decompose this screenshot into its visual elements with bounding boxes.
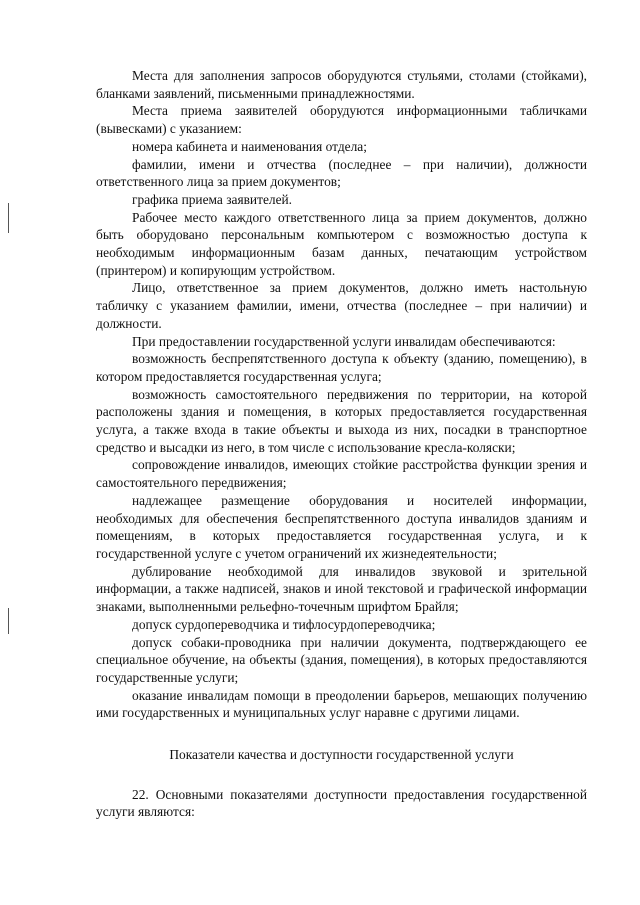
list-item-office-number: номера кабинета и наименования отдела; [132, 138, 367, 154]
list-item-unobstructed-access: возможность беспрепятственного доступа к объекту (зданию, помещению), в котором предоставляется государственная услуга; [96, 351, 587, 384]
list-item-barrier-assistance: оказание инвалидам помощи в преодолении барьеров, мешающих получению ими государственных и муниципальных услуг наравне с другими лицами. [96, 687, 587, 721]
list-item-escort: сопровождение инвалидов, имеющих стойкие расстройства функции зрения и самостоятельного передвижения; [96, 457, 587, 491]
list-item-sign-interpreter: допуск сурдопереводчика и тифлосурдопереводчика; [132, 616, 436, 632]
document-body [96, 67, 587, 821]
paragraph-name-plate: Лицо, ответственное за прием документов, должно иметь настольную табличку с указанием фамилии, имени, отчества (последнее – при наличии) и должности. [96, 280, 587, 331]
section-heading: Показатели качества и доступности государственной услуги [169, 747, 514, 763]
paragraph-seating: Места для заполнения запросов оборудуются стульями, столами (стойками), бланками заявлений, письменными принадлежностями. [96, 68, 587, 101]
list-item-information-duplication: дублирование необходимой для инвалидов звуковой и зрительной информации, а также надписей, знаков и иной текстовой и графической информации знаками, выполненными рельефно-точечным шрифтом Брайля; [96, 563, 587, 615]
paragraph-info-signs: Места приема заявителей оборудуются информационными табличками (вывесками) с указанием: [96, 103, 587, 137]
list-item-responsible-person: фамилии, имени и отчества (последнее – при наличии), должности ответственного лица за прием документов; [96, 156, 587, 190]
list-item-guide-dog: допуск собаки-проводника при наличии документа, подтверждающего ее специальное обучение, на объекты (здания, помещения), в которых предоставляются государственные услуги; [96, 634, 587, 685]
list-item-equipment-placement: надлежащее размещение оборудования и носителей информации, необходимых для обеспечения беспрепятственного доступа инвалидов зданиям и помещениям, в которых предоставляется государственная услуга, и к государственной услуге с учетом ограничений их жизнедеятельности; [96, 492, 587, 561]
scan-edge-mark-top [8, 203, 9, 233]
paragraph-disabled-access-intro: При предоставлении государственной услуги инвалидам обеспечиваются: [132, 333, 556, 349]
paragraph-22: 22. Основными показателями доступности предоставления государственной услуги являются: [96, 786, 587, 820]
scan-edge-mark-bottom [8, 608, 9, 634]
list-item-schedule: графика приема заявителей. [132, 191, 293, 207]
paragraph-workplace: Рабочее место каждого ответственного лица за прием документов, должно быть оборудовано персональным компьютером с возможностью доступа к необходимым информационным базам данных, печатающим устройством (принтером) и копирующим устройством. [96, 209, 587, 278]
list-item-independent-movement: возможность самостоятельного передвижения по территории, на которой расположены здания и помещения, в которых предоставляется государственная услуга, а также входа в такие объекты и выхода из них, посадки в транспортное средство и высадки из него, в том числе с использование кресла-коляски; [96, 386, 587, 455]
